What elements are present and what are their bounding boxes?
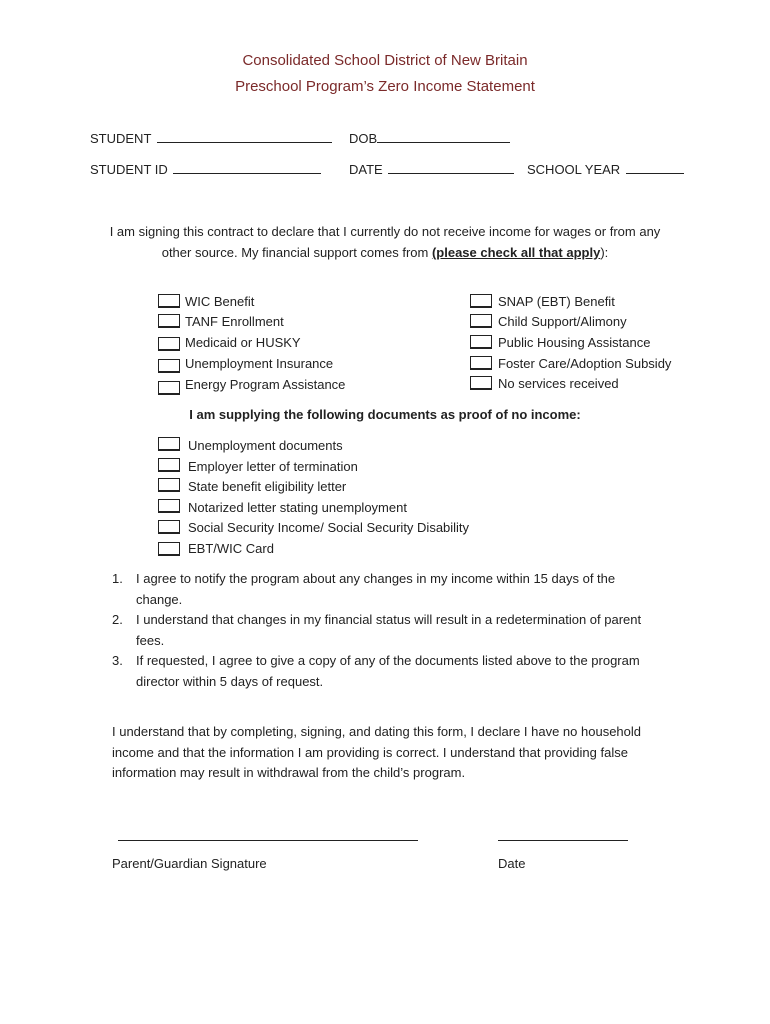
checkbox-label: State benefit eligibility letter [188, 479, 347, 494]
checkbox-row[interactable] [470, 333, 690, 353]
student-field[interactable] [90, 130, 332, 146]
checkbox[interactable] [158, 294, 180, 308]
school-year-input-line[interactable] [626, 161, 684, 174]
checkbox-row[interactable] [158, 375, 378, 395]
checkbox-row[interactable] [158, 435, 498, 455]
agreement-line: director within 5 days of request. [136, 673, 324, 689]
agreement-line: I understand that changes in my financial status will result in a redetermination of parent [136, 612, 642, 627]
checkbox-row[interactable] [158, 292, 378, 312]
checkbox-label: TANF Enrollment [185, 314, 284, 329]
checkbox[interactable] [470, 335, 492, 349]
student-id-input-line[interactable] [173, 161, 321, 174]
checkbox[interactable] [158, 542, 180, 556]
checkbox-row[interactable] [158, 517, 498, 537]
checkbox[interactable] [470, 356, 492, 370]
checkbox-label: Unemployment documents [188, 438, 343, 453]
checkbox-row[interactable] [158, 354, 378, 374]
dob-field[interactable] [349, 130, 510, 146]
checkbox[interactable] [158, 458, 180, 472]
list-number: 1. [112, 571, 123, 586]
certification-line: I understand that by completing, signing, and dating this form, I declare I have no household [112, 724, 642, 739]
checkbox-label: Public Housing Assistance [498, 335, 651, 350]
date-label: DATE [349, 162, 383, 177]
checkbox-row[interactable] [158, 497, 498, 517]
checkbox-row[interactable] [158, 312, 378, 332]
checkbox-label: Employer letter of termination [188, 459, 358, 474]
declaration-line-1: I am signing this contract to declare that I currently do not receive income for wages or from any [109, 224, 661, 239]
signature-line[interactable] [118, 840, 418, 841]
checkbox[interactable] [158, 478, 180, 492]
checkbox-label: EBT/WIC Card [188, 541, 274, 556]
checkbox[interactable] [158, 520, 180, 534]
checkbox-row[interactable] [470, 292, 690, 312]
checkbox-row[interactable] [470, 374, 690, 394]
certification-line: income and that the information I am providing is correct. I understand that providing false [112, 744, 628, 760]
school-year-field[interactable] [527, 161, 684, 177]
checkbox-label: Medicaid or HUSKY [185, 335, 301, 350]
checkbox-row[interactable] [470, 312, 690, 332]
agreement-line: fees. [136, 632, 165, 648]
dob-label: DOB [349, 131, 378, 146]
list-number: 3. [112, 653, 123, 668]
form-title-statement: Preschool Program’s Zero Income Statement [235, 78, 535, 95]
dob-input-line[interactable] [377, 130, 510, 143]
checkbox-row[interactable] [158, 333, 378, 353]
agreement-line: I agree to notify the program about any changes in my income within 15 days of the [136, 571, 616, 586]
checkbox-label: No services received [498, 376, 619, 391]
check-all-instruction: (please check all that apply [431, 245, 601, 260]
school-year-label: SCHOOL YEAR [527, 162, 621, 177]
checkbox[interactable] [470, 314, 492, 328]
date-input-line[interactable] [388, 161, 514, 174]
agreement-line: If requested, I agree to give a copy of any of the documents listed above to the program [136, 653, 640, 668]
certification-line: information may result in withdrawal from the child’s program. [112, 765, 466, 780]
checkbox-row[interactable] [158, 456, 498, 476]
certification-text [112, 722, 641, 784]
checkbox[interactable] [470, 376, 492, 390]
date-field[interactable] [349, 161, 514, 177]
student-id-field[interactable] [90, 161, 321, 177]
checkbox-row[interactable] [470, 354, 690, 374]
student-label: STUDENT [90, 131, 152, 146]
checkbox-row[interactable] [158, 538, 498, 558]
checkbox-label: WIC Benefit [185, 294, 255, 309]
checkbox-row[interactable] [158, 476, 498, 496]
checkbox[interactable] [158, 337, 180, 351]
signature-label: Parent/Guardian Signature [112, 856, 267, 871]
checkbox[interactable] [158, 381, 180, 395]
documents-heading: I am supplying the following documents as proof of no income: [189, 407, 581, 422]
checkbox-label: SNAP (EBT) Benefit [498, 294, 615, 309]
list-number: 2. [112, 612, 123, 627]
signature-date-line[interactable] [498, 840, 628, 841]
agreement-line: change. [136, 591, 183, 607]
declaration-line-2: other source. My financial support comes from (please check all that apply): [161, 245, 609, 260]
student-input-line[interactable] [157, 130, 332, 143]
signature-date-label: Date [498, 856, 526, 871]
checkbox[interactable] [158, 359, 180, 373]
checkbox-label: Notarized letter stating unemployment [188, 500, 407, 515]
declaration-text [60, 221, 710, 263]
checkbox[interactable] [470, 294, 492, 308]
form-title-district: Consolidated School District of New Britain [242, 52, 528, 69]
checkbox-label: Foster Care/Adoption Subsidy [498, 356, 672, 371]
checkbox[interactable] [158, 437, 180, 451]
checkbox[interactable] [158, 314, 180, 328]
checkbox-label: Unemployment Insurance [185, 356, 334, 371]
checkbox-label: Energy Program Assistance [185, 377, 346, 392]
checkbox-label: Social Security Income/ Social Security Disability [188, 520, 470, 535]
student-id-label: STUDENT ID [90, 162, 168, 177]
checkbox[interactable] [158, 499, 180, 513]
checkbox-label: Child Support/Alimony [498, 314, 627, 329]
